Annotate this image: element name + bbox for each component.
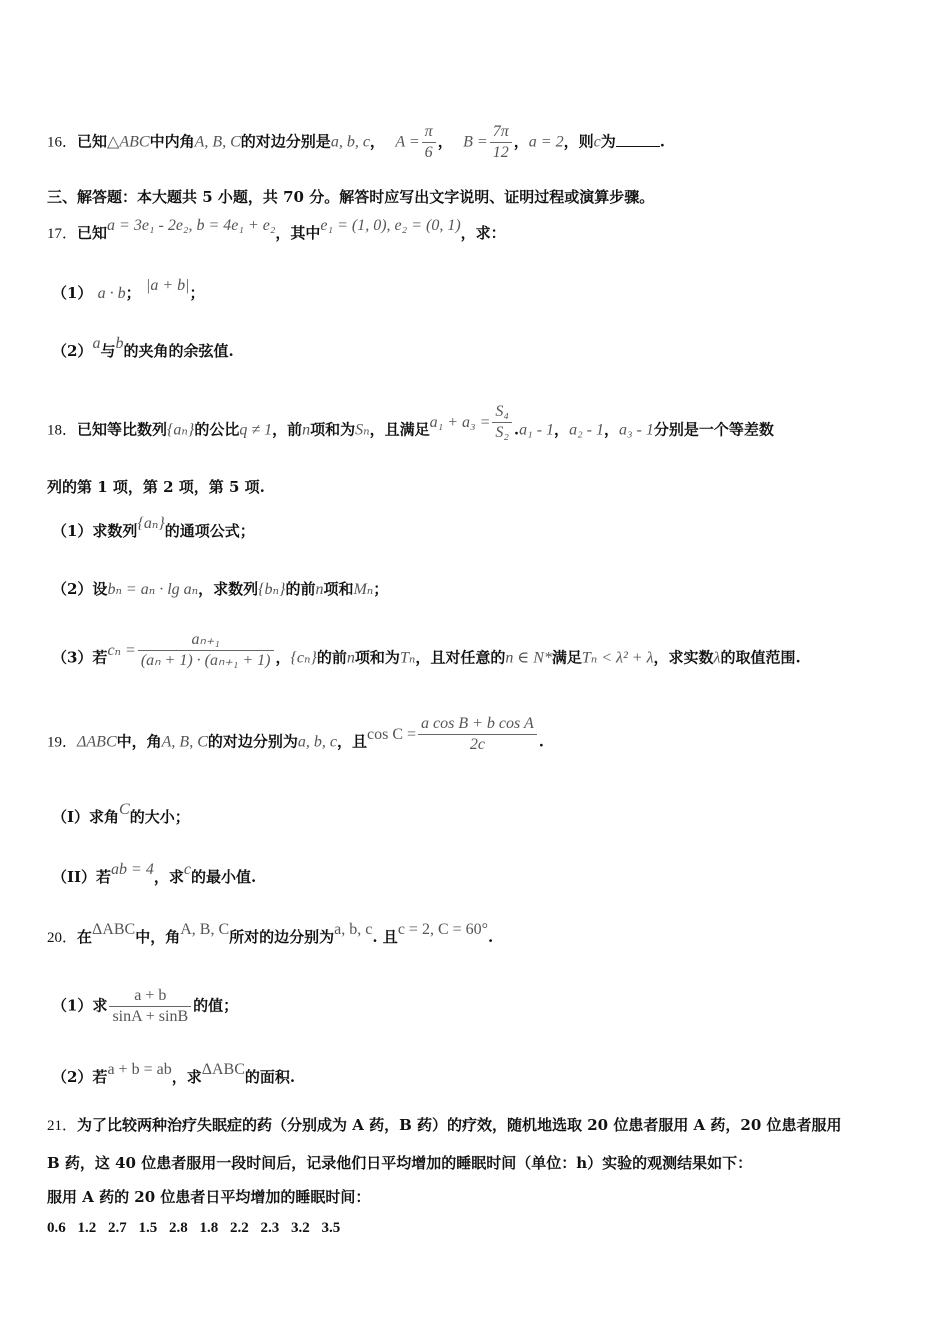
- question-18: 18．已知等比数列{aₙ}的公比q ≠ 1，前n项和为Sₙ，且满足a₁ + a₃ = $\frac{\text{S₄}}{\text{S₂}}$ .a₁ - 1，a₂ - 1，a₃ - 1分别是一个等差数: [47, 403, 774, 441]
- question-21-line-2: B 药，这 40 位患者服用一段时间后，记录他们日平均增加的睡眠时间（单位：h）实验的观测结果如下：: [47, 1154, 753, 1172]
- answer-blank[interactable]: [616, 132, 660, 147]
- question-17: 17．已知a = 3e₁ - 2e₂, b = 4e₁ + e₂，其中e₁ = (1, 0), e₂ = (0, 1)，求：: [47, 217, 506, 242]
- fraction-sum-over-sines: $\frac{a + b}{\sin A + \sin B}$: [109, 986, 191, 1027]
- question-18-part-1: （1）求数列{aₙ}的通项公式；: [52, 515, 255, 540]
- fraction-s4-over-s2: $\frac{\text{S₄}}{\text{S₂}}$: [492, 402, 512, 443]
- question-number: 19．: [47, 734, 78, 751]
- fraction-cn: $\frac{\text{aₙ₊₁}}{\text{(aₙ + 1) · (aₙ₊₁ + 1)}}$: [138, 630, 274, 671]
- question-21: 21．为了比较两种治疗失眠症的药（分别成为 A 药，B 药）的疗效，随机地选取 20 位患者服用 A 药，20 位患者服用: [47, 1116, 842, 1134]
- question-20: 20．在ΔABC中，角A, B, C所对的边分别为a, b, c. 且c = 2, C = 60°.: [47, 921, 494, 946]
- question-19-part-1: （I）求角C的大小；: [52, 801, 190, 826]
- question-17-part-1: （1） a · b； |a + b|；: [52, 277, 205, 302]
- question-18-continued: 列的第 1 项，第 2 项，第 5 项.: [47, 478, 265, 496]
- question-18-part-2: （2）设bₙ = aₙ · lg aₙ，求数列{bₙ}的前n项和Mₙ；: [52, 580, 389, 598]
- question-20-part-2: （2）若a + b = ab，求ΔABC的面积.: [52, 1061, 296, 1086]
- question-number: 17．: [47, 226, 78, 242]
- fraction-7pi-over-12: $\frac{7\pi}{12}$: [490, 122, 512, 163]
- question-18-part-3: （3）若cₙ = $\frac{\text{aₙ₊₁}}{\text{(aₙ + 1) · (aₙ₊₁ + 1)}}$ ，{cₙ}的前n项和为Tₙ，且对任意的n ∈ N*满足Tₙ < λ² + λ，求实数λ的取值范围.: [52, 631, 801, 669]
- question-20-part-1: （1）求 $\frac{a + b}{\sin A + \sin B}$ 的值；: [52, 987, 239, 1025]
- question-19: 19．ΔABC中，角A, B, C的对边分别为a, b, c，且cos C = $\frac{\text{a cos B + b cos A}}{2c}$ .: [47, 715, 544, 753]
- question-19-part-2: （II）若ab = 4，求c的最小值.: [52, 861, 257, 886]
- question-17-part-2: （2）a与b的夹角的余弦值.: [52, 335, 234, 360]
- question-21-line-3: 服用 A 药的 20 位患者日平均增加的睡眠时间：: [47, 1188, 371, 1206]
- fraction-cos-c: $\frac{\text{a cos B + b cos A}}{2c}$: [418, 714, 537, 755]
- question-number: 18．: [47, 422, 78, 439]
- section-heading: 三、解答题：本大题共 5 小题，共 70 分。解答时应写出文字说明、证明过程或演算步骤。: [47, 188, 655, 206]
- sleep-data-row: 0.6 1.2 2.7 1.5 2.8 1.8 2.2 2.3 3.2 3.5: [47, 1220, 341, 1236]
- question-number: 16．: [47, 134, 78, 151]
- question-16: 16．已知△ABC中内角A, B, C的对边分别是a, b, c， A = $\frac{\pi}{6}$ ， B = $\frac{7\pi}{12}$ ，a = 2，则c为 .: [47, 123, 665, 161]
- question-number: 21．: [47, 1118, 78, 1134]
- fraction-pi-over-6: $\frac{\pi}{6}$: [422, 122, 436, 163]
- question-number: 20．: [47, 930, 78, 946]
